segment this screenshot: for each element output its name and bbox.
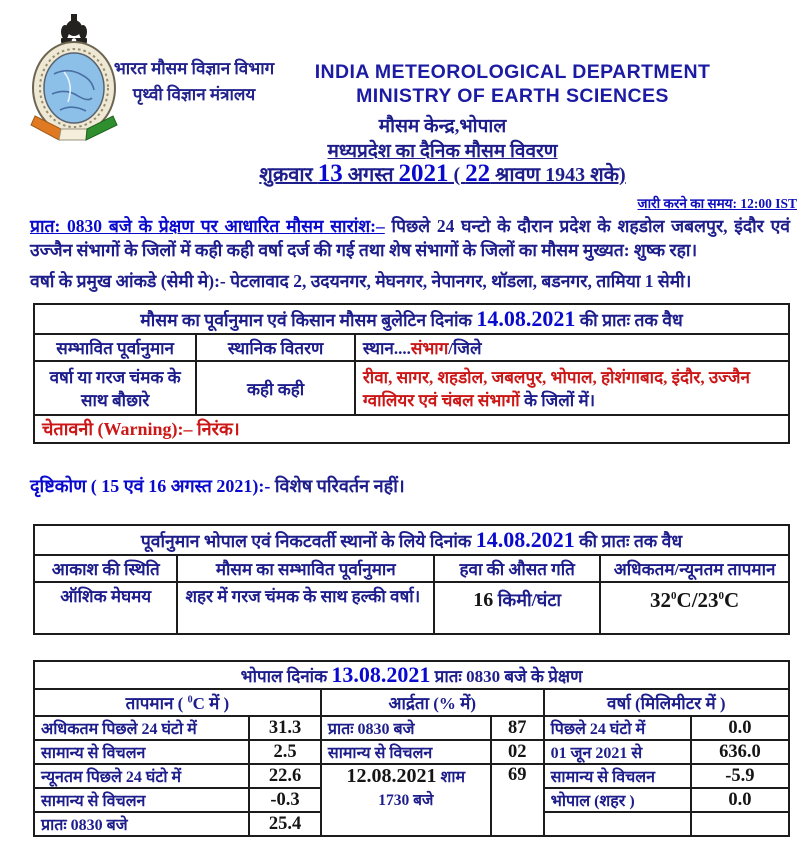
rain-value: 636.0 [691,740,789,764]
weather-forecast-cell: शहर में गरज चंमक के साथ हल्की वर्षा। [177,582,434,634]
rain-value: -5.9 [691,764,789,788]
header-max-min-temp: अधिकतम/न्यूनतम तापमान [600,555,789,582]
forecast-table-title: मौसम का पूर्वानुमान एवं किसान मौसम बुलेटिन दिनांक 14.08.2021 की प्रातः तक वैध [34,304,789,334]
outlook-value: विशेष परिवर्तन नहीं। [270,476,405,496]
temp-value: 25.4 [249,812,321,836]
rain-value [691,812,789,836]
header-likely-weather: मौसम का सम्भावित पूर्वानुमान [177,555,434,582]
bulletin-date-line [95,160,790,188]
city-forecast-valid-date: 14.08.2021 [475,527,575,552]
header-place-division-district: स्थान....संभाग/जिले [355,334,789,361]
warning-cell [34,415,789,443]
dept-en-line2: MINISTRY OF EARTH SCIENCES [356,85,669,107]
temp-value: 22.6 [249,764,321,788]
dept-en-line1: INDIA METEOROLOGICAL DEPARTMENT [314,61,711,83]
observations-group-header-row [34,689,789,716]
forecast-cell: वर्षा या गरज चंमक के साथ बौछारे [34,361,196,415]
dept-hi-line2: पृथ्वी विज्ञान मंत्रालय [132,85,256,104]
outlook-label: दृष्टिकोण ( 15 एवं 16 अगस्त 2021):- [30,476,271,496]
rain-value: 0.0 [691,716,789,740]
temp-value: 31.3 [249,716,321,740]
group-rainfall: वर्षा (मिलिमीटर में ) [544,689,789,716]
observations-title-row [34,661,789,689]
humidity-label: सामान्य से विचलन [321,740,491,764]
rain-label [544,812,691,836]
sky-condition-cell: ऑशिक मेघमय [34,582,177,634]
date-saka-day: 22 [465,160,491,187]
rain-label: 01 जून 2021 से [544,740,691,764]
group-temperature: तापमान ( $^0$C में ) [34,689,321,716]
distribution-cell: कही कही [196,361,355,415]
summary-text: पिछले 24 घन्टो के दौरान प्रदेश के शहडोल जबलपुर, इंदौर एवं उज्जैन संभागों के जिलों में कही कही वर्षा दर्ज की गई तथा शेष संभागों के जिलों का मौसम मुख्यत: शुष्क रहा। [30,216,790,260]
temp-label: सामान्य से विचलन [34,740,249,764]
group-humidity: आर्द्रता (% में) [321,689,544,716]
date-bracket: ( [448,164,466,186]
weather-summary-paragraph [30,214,790,262]
forecast-table-header-row [34,334,789,361]
forecast-table-data-row [34,361,789,415]
humidity-label: प्रातः 0830 बजे [321,716,491,740]
observations-row-3 [34,764,789,788]
humidity-value: 87 [491,716,544,740]
temp-label: सामान्य से विचलन [34,788,249,812]
dept-hi-line1: भारत मौसम विज्ञान विभाग [113,59,275,78]
humidity-value: 02 [491,740,544,764]
header-sky-condition: आकाश की स्थिति [34,555,177,582]
forecast-valid-date: 14.08.2021 [476,306,576,331]
observations-row-2 [34,740,789,764]
city-forecast-table [33,524,790,635]
observation-date: 13.08.2021 [331,662,431,687]
rainfall-figures-paragraph [30,269,790,293]
bulletin-title: मध्यप्रदेश का दैनिक मौसम विवरण [327,141,558,162]
observations-title: भोपाल दिनांक 13.08.2021 प्रातः 0830 बजे के प्रेक्षण [34,661,789,689]
header-spatial-distribution: स्थानिक वितरण [196,334,355,361]
date-month: अगस्त [342,164,399,186]
forecast-table-title-row [34,304,789,334]
humidity-evening-label: 12.08.2021 शाम 1730 बजे [321,764,491,836]
department-name-hindi [104,56,284,108]
header-mean-wind-speed: हवा की औसत गति [434,555,600,582]
rain-label: सामान्य से विचलन [544,764,691,788]
temp-value: -0.3 [249,788,321,812]
rain-value: 0.0 [691,788,789,812]
outlook-line [30,474,790,498]
centre-name: मौसम केन्द्र,भोपाल [378,116,507,137]
temp-value: 2.5 [249,740,321,764]
date-year: 2021 [398,160,449,187]
city-forecast-title: पूर्वानुमान भोपाल एवं निकटवर्ती स्थानों के लिये दिनांक 14.08.2021 की प्रातः तक वैध [34,525,789,555]
humidity-evening-value: 69 [491,764,544,836]
summary-label: प्रात: 0830 बजे के प्रेक्षण पर आधारित मौसम सारांश:– [30,216,385,236]
places-list: रीवा, सागर, शहडोल, जबलपुर, भोपाल, होशंगाबाद, इंदौर, उज्जैन ग्वालियर एवं चंबल संभागों [362,368,750,410]
date-day: शुक्रवार [259,164,318,186]
city-forecast-header-row [34,555,789,582]
warning-row [34,415,789,443]
temp-label: प्रातः 0830 बजे [34,812,249,836]
city-forecast-data-row [34,582,789,634]
wind-speed-cell: 16 किमी/घंटा [434,582,600,634]
department-name-english [285,60,740,108]
issue-time: जारी करने का समय: 12:00 IST [637,196,797,211]
max-min-temp-cell: $32^0C/23^0C$ [600,582,789,634]
rainfall-label: वर्षा के प्रमुख आंकडे (सेमी मे):- [30,271,226,291]
warning-value: निरंक। [192,419,240,439]
observations-table [33,660,790,837]
city-forecast-title-row [34,525,789,555]
temp-label: अधिकतम पिछले 24 घंटो में [34,716,249,740]
observations-row-1 [34,716,789,740]
places-cell: रीवा, सागर, शहडोल, जबलपुर, भोपाल, होशंगाबाद, इंदौर, उज्जैन ग्वालियर एवं चंबल संभागों के जिलों में। [355,361,789,415]
rain-label: पिछले 24 घंटो में [544,716,691,740]
temp-label: न्यूनतम पिछले 24 घंटो में [34,764,249,788]
rain-label: भोपाल (शहर ) [544,788,691,812]
warning-label: चेतावनी (Warning):– [42,419,193,439]
header-likely-forecast: सम्भावित पूर्वानुमान [34,334,196,361]
document-header [0,0,805,211]
forecast-table [33,303,790,444]
date-saka-rest: श्रावण 1943 शके) [490,164,626,186]
rainfall-text: पेटलावाद 2, उदयनगर, मेघनगर, नेपानगर, थॉडला, बडनगर, तामिया 1 सेमी। [225,271,692,291]
date-number: 13 [317,160,343,187]
